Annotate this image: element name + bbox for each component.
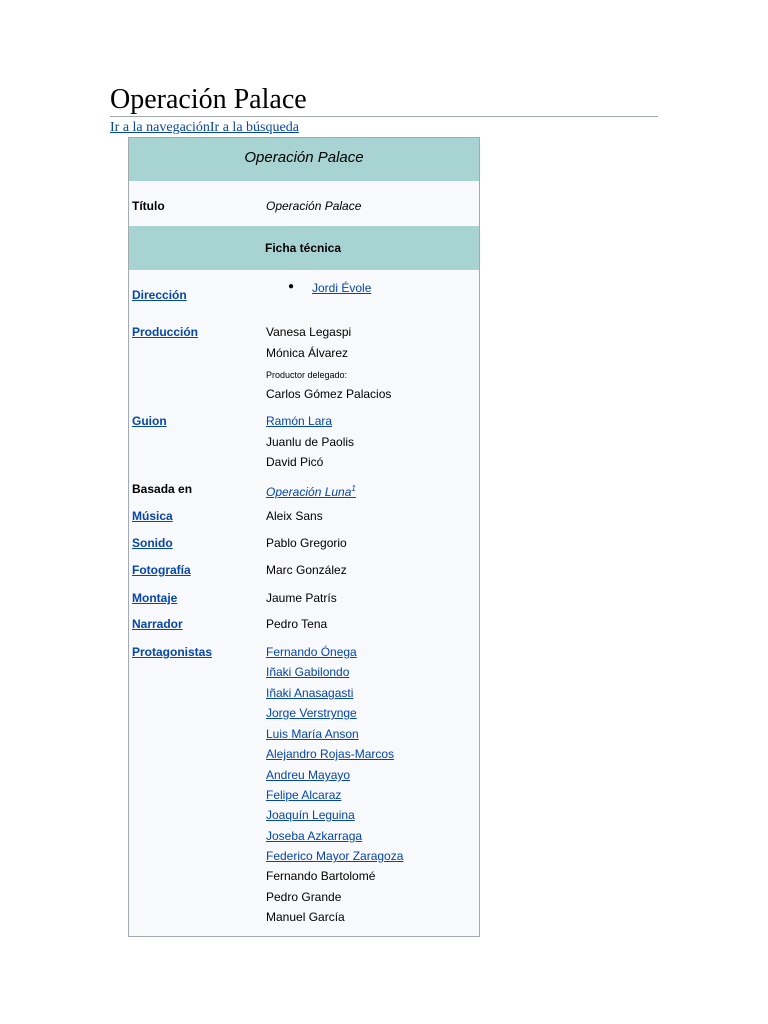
producer-delegate-note: Productor delegado: <box>266 370 348 380</box>
produccion-label[interactable]: Producción <box>132 325 199 339</box>
fotografia-value: Marc González <box>266 563 347 577</box>
cast-link[interactable]: Felipe Alcaraz <box>266 788 342 802</box>
writer-name: David Picó <box>266 455 324 469</box>
cast-name: Manuel García <box>266 910 345 924</box>
cast-link[interactable]: Iñaki Anasagasti <box>266 686 354 700</box>
cast-link[interactable]: Fernando Ónega <box>266 645 357 659</box>
writer-name: Juanlu de Paolis <box>266 435 355 449</box>
director-link[interactable]: Jordi Évole <box>312 281 372 295</box>
cast-link[interactable]: Joseba Azkarraga <box>266 829 363 843</box>
page-title: Operación Palace <box>110 84 307 115</box>
cast-link[interactable]: Luis María Anson <box>266 727 359 741</box>
infobox-title: Operación Palace <box>129 138 479 181</box>
titulo-label: Título <box>132 199 165 213</box>
direccion-label[interactable]: Dirección <box>132 288 187 302</box>
cast-name: Fernando Bartolomé <box>266 869 376 883</box>
skip-to-navigation-link[interactable]: Ir a la navegación <box>110 120 210 135</box>
musica-label[interactable]: Música <box>132 509 173 523</box>
protagonistas-label[interactable]: Protagonistas <box>132 645 213 659</box>
cast-link[interactable]: Alejandro Rojas-Marcos <box>266 747 395 761</box>
cast-link[interactable]: Iñaki Gabilondo <box>266 665 350 679</box>
title-divider <box>110 116 658 117</box>
skip-to-search-link[interactable]: Ir a la búsqueda <box>209 120 299 135</box>
titulo-value: Operación Palace <box>266 199 362 213</box>
bullet-icon: ● <box>288 281 295 292</box>
cast-link[interactable]: Joaquín Leguina <box>266 808 355 822</box>
basada-en-link[interactable] <box>266 482 356 499</box>
montaje-value: Jaume Patrís <box>266 591 337 605</box>
writer-link[interactable]: Ramón Lara <box>266 414 333 428</box>
montaje-label[interactable]: Montaje <box>132 591 178 605</box>
sonido-value: Pablo Gregorio <box>266 536 347 550</box>
fotografia-label[interactable]: Fotografía <box>132 563 191 577</box>
basada-en-label: Basada en <box>132 482 193 496</box>
cast-link[interactable]: Andreu Mayayo <box>266 768 351 782</box>
ficha-tecnica-header <box>129 226 479 270</box>
musica-value: Aleix Sans <box>266 509 323 523</box>
producer-name: Mónica Álvarez <box>266 346 349 360</box>
section-title: Ficha técnica <box>265 241 342 255</box>
narrador-value: Pedro Tena <box>266 617 328 631</box>
guion-label[interactable]: Guion <box>132 414 167 428</box>
reference-sup[interactable]: 1 <box>351 484 356 493</box>
narrador-label[interactable]: Narrador <box>132 617 183 631</box>
cast-name: Pedro Grande <box>266 890 342 904</box>
skip-links <box>110 120 299 136</box>
infobox <box>128 137 480 937</box>
producer-name: Vanesa Legaspi <box>266 325 352 339</box>
sonido-label[interactable]: Sonido <box>132 536 173 550</box>
cast-link[interactable]: Federico Mayor Zaragoza <box>266 849 404 863</box>
basada-en-title[interactable]: Operación Luna <box>266 485 352 499</box>
producer-delegate-name: Carlos Gómez Palacios <box>266 387 392 401</box>
cast-link[interactable]: Jorge Verstrynge <box>266 706 357 720</box>
